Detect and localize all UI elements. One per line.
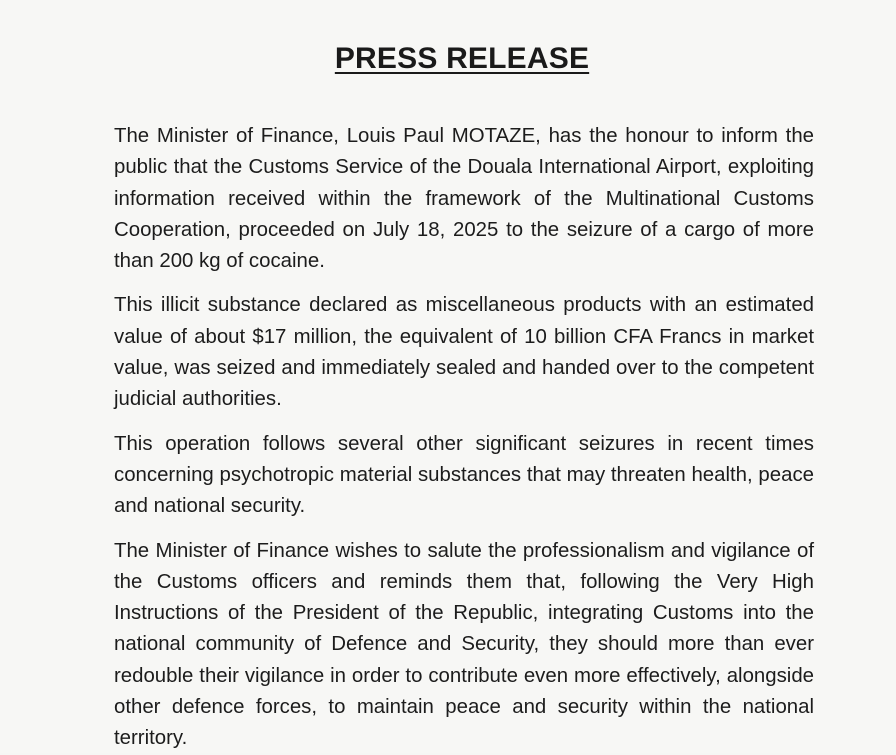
paragraph-minister-salute: The Minister of Finance wishes to salute the professionalism and vigilance of the Customs officers and reminds them that, following the Very High Instructions of the President of the Republic, integrating Customs into the national community of Defence and Security, they should more than ever redouble their vigilance in order to contribute even more effectively, alongside other defence forces, to maintain peace and security within the national territory. [114,539,814,750]
paragraph-substance-value: This illicit substance declared as miscellaneous products with an estimated value of about $17 million, the equivalent of 10 billion CFA Francs in market value, was seized and immediately sealed and handed over to the competent judicial authorities. [114,294,814,411]
paragraph-seizure-announcement: The Minister of Finance, Louis Paul MOTAZE, has the honour to inform the public that the Customs Service of the Douala International Airport, exploiting information received within the framework of the Multinational Customs Cooperation, proceeded on July 18, 2025 to the seizure of a cargo of more than 200 kg of cocaine. [114,125,814,273]
document-body [114,121,814,755]
document-title-text: PRESS RELEASE [334,42,590,75]
document-title [0,42,896,76]
paragraph-previous-seizures: This operation follows several other significant seizures in recent times concerning psychotropic material substances that may threaten health, peace and national security. [114,432,814,518]
